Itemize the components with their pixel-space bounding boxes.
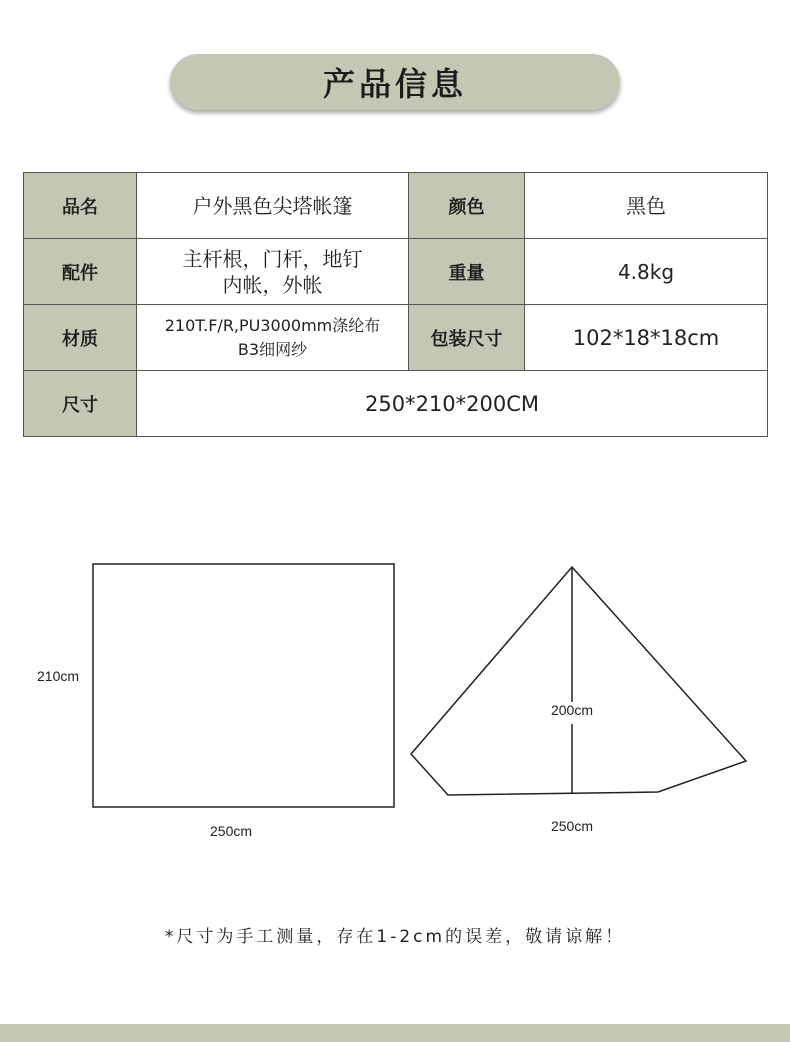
spec-table: [23, 172, 768, 437]
package-label: 包装尺寸: [409, 305, 525, 371]
footer-bar: [0, 1024, 790, 1042]
parts-line-2: 内帐，外帐: [222, 272, 323, 297]
material-line-2: B3细网纱: [237, 339, 308, 359]
tent-outline: [411, 567, 746, 795]
dimension-diagram: [0, 540, 790, 860]
page-title: 产品信息: [170, 54, 620, 110]
table-row: [24, 305, 768, 371]
table-row: [24, 173, 768, 239]
size-label: 尺寸: [24, 371, 137, 437]
parts-line-1: 主杆根，门杆，地钉: [182, 246, 363, 271]
name-label: 品名: [24, 173, 137, 239]
floor-depth-label: 210cm: [37, 668, 80, 684]
floor-width-label: 250cm: [210, 823, 253, 839]
tent-width-label: 250cm: [550, 818, 594, 834]
package-value: 102*18*18cm: [525, 305, 768, 371]
color-value: 黑色: [525, 173, 768, 239]
parts-value: [137, 239, 409, 305]
name-value: 户外黑色尖塔帐篷: [137, 173, 409, 239]
table-row: [24, 371, 768, 437]
material-line-1: 210T.F/R,PU3000mm涤纶布: [164, 315, 381, 335]
tent-height-label: 200cm: [550, 702, 594, 718]
weight-value: 4.8kg: [525, 239, 768, 305]
table-row: [24, 239, 768, 305]
color-label: 颜色: [409, 173, 525, 239]
parts-label: 配件: [24, 239, 137, 305]
material-value: [137, 305, 409, 371]
measurement-note: *尺寸为手工测量，存在1-2cm的误差，敬请谅解！: [164, 927, 626, 947]
weight-label: 重量: [409, 239, 525, 305]
floor-plan-rectangle: [93, 564, 394, 807]
size-value: 250*210*200CM: [137, 371, 768, 437]
material-label: 材质: [24, 305, 137, 371]
